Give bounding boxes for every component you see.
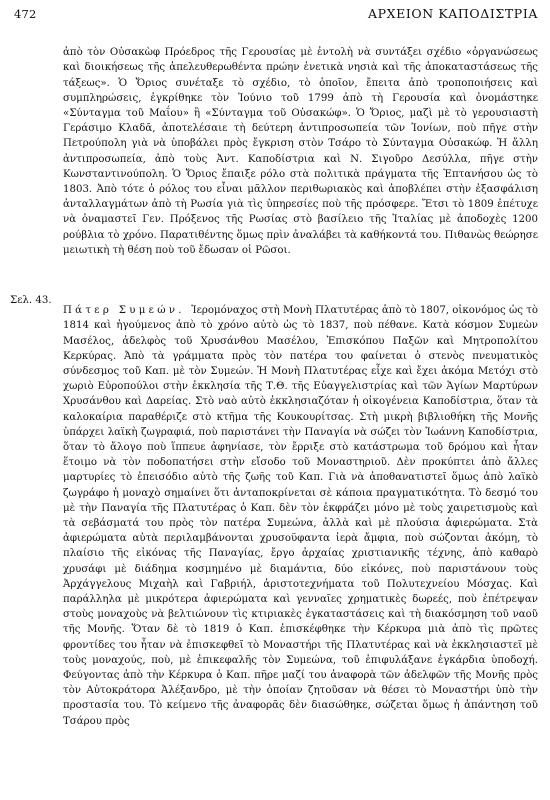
page-header	[14, 6, 538, 24]
paragraph-symeon	[63, 303, 538, 729]
paragraph-orios: ἀπὸ τὸν Οὐσακὼφ Πρόεδρος τῆς Γερουσίας μὲ ἐντολὴ νὰ συντάξει σχέδιο «ὀργανώσεως καὶ διοικήσεως τῆς ἀπελευθερωθέντα πρώην ἐνετικὰ νησιὰ καὶ τῆς ἀποκαταστάσεως τῆς τάξεως». Ὁ Ὄριος συνέταξε τὸ σχέδιο, τὸ ὁποῖον, ἔπειτα ἀπὸ τροποποιήσεις καὶ συμπληρώσεις, ἐγκρίθηκε τὸν Ἰούνιο τοῦ 1799 ἀπὸ τὴ Γερουσία καὶ ὀνομάστηκε «Σύνταγμα τοῦ Μαΐου» ἢ «Σύνταγμα τοῦ Οὐσακώφ». Ὁ Ὄριος, μαζὶ μὲ τὸ γερουσιαστὴ Γεράσιμο Κλαδᾶ, ἀποτελέσαιε τὴ δεύτερη ἀντιπροσωπεία τῶν Ἰονίων, ποὺ πῆγε στὴν Πετρούπολη γιὰ νὰ ὑποβάλει πρὸς ἔγκριση στὸν Τσάρο τὸ Σύνταγμα Οὐσακώφ. Ἡ ἄλλη ἀντιπροσωπεία, ἀπὸ τοὺς Ἀντ. Καποδίστρια καὶ Ν. Σιγοῦρο Δεσύλλα, πῆγε στὴν Κωνσταντινούπολη. Ὁ Ὄριος ἔπαιξε ρόλο στὰ πολιτικὰ πράγματα τῆς Ἑπτανήσου ὡς τὸ 1803. Ἀπὸ τότε ὁ ρόλος του εἶναι μᾶλλον περιθωριακὸς καὶ ἀποβλέπει στὴν ἐξασφάλιση ἀνταλλαγμάτων ἀπὸ τὴ Ρωσία γιὰ τὶς ὑπηρεσίες ποὺ τῆς πρόσφερε. Ἔτσι τὸ 1809 ἐπέτυχε νὰ ὀναμαστεῖ Γεν. Πρόξενος τῆς Ρωσίας στὸ βασίλειο τῆς Ἰταλίας μὲ ἀποδοχὲς 1200 ρούβλια τὸ χρόνο. Παρατιθέντης ὅμως πρὶν ἀναλάβει τὰ καθήκοντά του. Πιθανὼς θεώρησε μειωτικὴ τὴ θέση ποὺ τοῦ ἔδωσαν οἱ Ρῶσοι.	[63, 47, 538, 256]
entry-name: Πάτερ Συμεών.	[63, 305, 185, 317]
page-number: 472	[14, 7, 37, 21]
section-reference: Σελ. 43.	[10, 295, 52, 306]
entry-text: Ἱερομόναχος στὴ Μονὴ Πλατυτέρας ἀπὸ τὸ 1807, οἰκονόμος ὡς τὸ 1814 καὶ ἡγούμενος ἀπὸ τὸ χρόνο αὐτὸ ὡς τὸ 1837, ποὺ πέθανε. Κατὰ κόσμον Συμεὼν Μασέλος, ἀδελφὸς τοῦ Χρυσάνθου Μασέλου, Ἐπισκόπου Παξῶν καὶ Μητροπολίτου Κερκύρας. Ἀπὸ τὰ γράμματα πρὸς τὸν πατέρα του φαίνεται ὁ στενὸς πνευματικὸς σύνδεσμος τοῦ Καπ. μὲ τὸν Συμεών. Ἡ Μονὴ Πλατυτέρας εἶχε καὶ ἔχει ἀκόμα Μετόχι στὸ χωριὸ Εὐροπούλοι στὴν ἐκκλησία τῆς Τ.Θ. τῆς Εὐαγγελιστρίας καὶ τῶν Ἁγίων Μαρτύρων Χρυσάνθου καὶ Δαρείας. Στὸ ναὸ αὐτὸ ἐκκλησιαζόταν ἡ οἰκογένεια Καποδίστρια, ὅταν τὰ καλοκαίρια παραθέριζε στὸ κτῆμα τῆς Κουκουρίτσας. Στὴ μικρὴ βιβλιοθήκη τῆς Μονῆς ὑπάρχει λαϊκὴ ζωγραφιά, ποὺ παριστάνει τὴν Παναγία νὰ σώζει τὸν Ἰωάννη Καποδίστρια, ὅταν τὸ ἄλογο ποὺ ἵππευε ἀφηνίασε, τὸν ἔρριξε στὸ κατάστρωμα τοῦ δρόμου καὶ ἦταν ἕτοιμο νὰ τὸν ποδοπατήσει στὴν εἴσοδο τοῦ Μοναστηριοῦ. Δὲν προκύπτει ἀπὸ ἄλλες μαρτυρίες τὸ ἐπεισόδιο αὐτὸ τῆς ζωῆς τοῦ Καπ. Γιὰ νὰ ἀποθανατιστεῖ ὅμως ἀπὸ λαϊκὸ ζωγράφο ἡ μοναχὸ σημαίνει ὅτι ἀνταποκρίνεται σὲ κάποια πραγματικότητα. Τὸ δεσμό του μὲ τὴν Παναγία τῆς Πλατυτέρας ὁ Καπ. δὲν τὸν ἐκφράζει μόνο μὲ τοὺς χαιρετισμοὺς καὶ τὰ σεβάσματά του πρὸς τὸν πατέρα Συμεώνα, ἀλλὰ καὶ μὲ πλούσια ἀφιερώματα. Στὰ ἀφιερώματα αὐτὰ περιλαμβάνονται χρυσοϋφαντα ἱερὰ ἄμφια, ποὺ σώζονται ἀκόμη, τὸ πλαίσιο τῆς εἰκόνας τῆς Παναγίας, ἔργο ἀρχαίας χριστιανικῆς τέχνης, ἀπὸ καθαρὸ χρυσάφι μὲ διάδημα κοσμημένο μὲ διαμάντια, δύο εἰκόνες, ποὺ παριστάνουν τοὺς Ἀρχάγγελους Μιχαὴλ καὶ Γαβριήλ, ἀριστοτεχνήματα τοῦ Πολυτεχνείου Μόσχας. Καὶ παράλληλα μὲ μικρότερα ἀφιερώματα καὶ γενναῖες χρηματικὲς δωρεές, ποὺ ἐπέτρεψαν στοὺς μοναχοὺς νὰ βελτιώνουν τὶς κτιριακὲς ἐγκαταστάσεις καὶ τὴ διακόσμηση τοῦ ναοῦ τῆς Μονῆς. Ὅταν δὲ τὸ 1819 ὁ Καπ. ἐπισκέφθηκε τὴν Κέρκυρα μιὰ ἀπὸ τὶς πρῶτες φροντίδες του ἦταν νὰ ἐπισκεφθεῖ τὸ Μοναστήρι τῆς Πλατυτέρας καὶ νὰ ἐκκλησιαστεῖ μὲ τοὺς μοναχούς, ποὺ, μὲ ἐπικεφαλῆς τὸν Συμεώνα, τοῦ ἐπιφυλάξανε ἐγκάρδια ὑποδοχή. Φεύγοντας ἀπὸ τὴν Κέρκυρα ὁ Καπ. πῆρε μαζί του ἀναφορὰ τῶν ἀδελφῶν τῆς Μονῆς πρὸς τὸν Αὐτοκράτορα Ἀλέξανδρο, μὲ τὴν ὁποίαν ζητοῦσαν νὰ θέσει τὸ Μοναστήρι ὑπὸ τὴν προστασία του. Τὸ κείμενο τῆς ἀναφορᾶς δὲν διασώθηκε, σώζεται ὅμως ἡ ἀπάντηση τοῦ Τσάρου πρὸς	[63, 305, 538, 727]
running-title: ΑΡΧΕΙΟΝ ΚΑΠΟΔΙΣΤΡΙΑ	[368, 6, 538, 21]
